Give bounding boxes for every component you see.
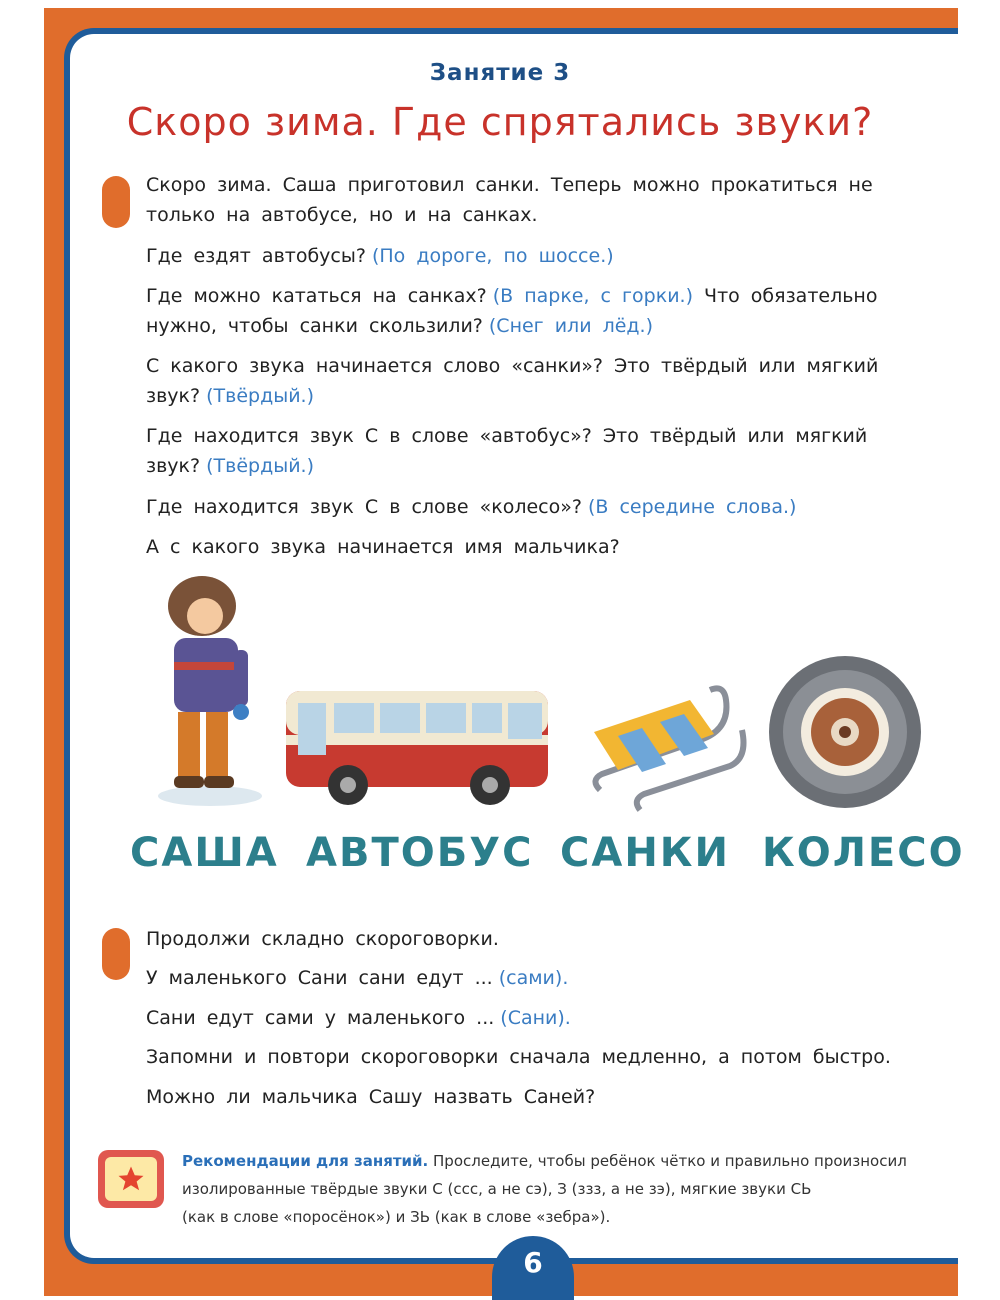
answer-text: (По дороге, по шоссе.) [371,245,614,267]
tip-text: (как в слове «поросёнок») и ЗЬ (как в слове «зебра»). [182,1208,611,1226]
page-number: 6 [492,1236,574,1300]
text-line: Можно ли мальчика Сашу назвать Саней? [146,1086,596,1108]
section-marker [102,928,130,980]
answer-text: (В парке, с горки.) [492,285,693,307]
lesson-label: Занятие 3 [429,60,571,86]
text-line: Запомни и повтори скороговорки сначала медленно, а потом быстро. [146,1046,891,1068]
word-label-sasha: САША [130,830,279,876]
text-line: Продолжи складно скороговорки. [146,928,499,950]
text-line: Сани едут сами у маленького ... (Сани). [146,1007,571,1029]
tip-text: Рекомендации для занятий. Проследите, чтобы ребёнок чётко и правильно произносил [182,1152,907,1170]
bus-illustration [282,685,554,810]
text-line: Где находится звук С в слове «колесо»? (В середине слова.) [146,496,797,518]
text-line: Где ездят автобусы? (По дороге, по шоссе.) [146,245,614,267]
star-icon [116,1164,146,1194]
answer-text: (В середине слова.) [587,496,797,518]
word-label-avtobus: АВТОБУС [306,830,534,876]
star-badge [98,1150,164,1208]
text-line: нужно, чтобы санки скользили? (Снег или лёд.) [146,315,654,337]
text-line: Где можно кататься на санках? (В парке, с горки.) Что обязательно [146,285,878,307]
answer-text: (сами). [498,967,569,989]
boy-illustration [150,570,270,810]
text-line: звук? (Твёрдый.) [146,455,315,477]
text-line: С какого звука начинается слово «санки»? Это твёрдый или мягкий [146,355,879,377]
sled-illustration [580,670,750,820]
text-line: А с какого звука начинается имя мальчика? [146,536,620,558]
text-line: звук? (Твёрдый.) [146,385,315,407]
tip-heading: Рекомендации для занятий. [182,1152,429,1170]
tip-text: изолированные твёрдые звуки С (ссс, а не сэ), З (ззз, а не зэ), мягкие звуки СЬ [182,1180,812,1198]
section-marker [102,176,130,228]
answer-text: (Твёрдый.) [206,455,315,477]
word-label-sanki: САНКИ [560,830,730,876]
page-title: Скоро зима. Где спрятались звуки? [126,100,874,144]
answer-text: (Снег или лёд.) [488,315,654,337]
text-line: Где находится звук С в слове «автобус»? Это твёрдый или мягкий [146,425,868,447]
word-label-koleso: КОЛЕСО [762,830,965,876]
text-line: У маленького Сани сани едут ... (сами). [146,967,569,989]
text-line: Скоро зима. Саша приготовил санки. Теперь можно прокатиться не [146,174,873,196]
wheel-illustration [760,652,930,812]
answer-text: (Твёрдый.) [206,385,315,407]
text-line: только на автобусе, но и на санках. [146,204,538,226]
answer-text: (Сани). [500,1007,571,1029]
